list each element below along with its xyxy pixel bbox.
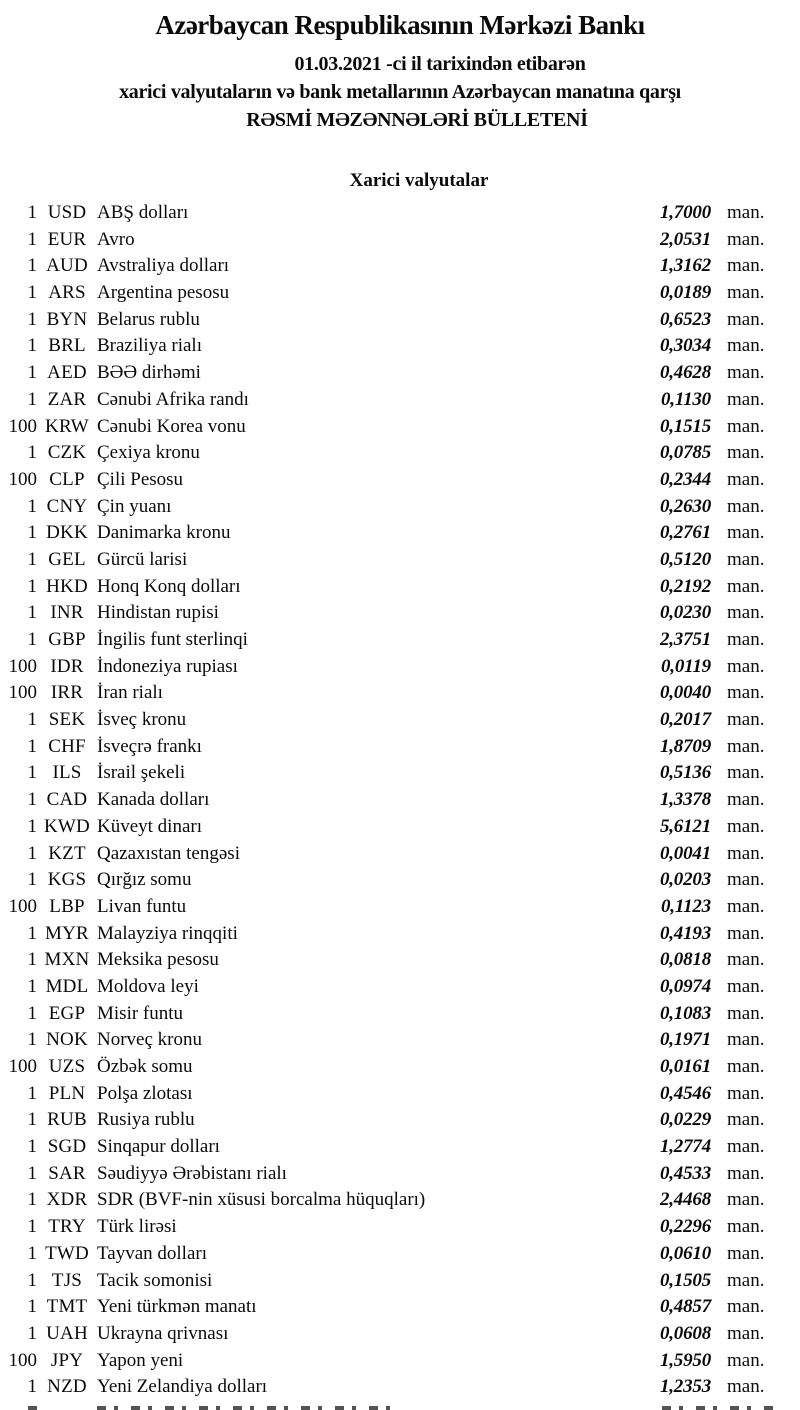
rate-row — [0, 253, 773, 280]
rate-value: 0,0785 — [659, 442, 711, 464]
nominal-quantity: 1 — [27, 1242, 37, 1264]
currency-code: AUD — [46, 255, 88, 277]
currency-name: Belarus rublu — [97, 308, 200, 330]
nominal-quantity: 1 — [27, 228, 37, 250]
nominal-quantity: 1 — [27, 388, 37, 410]
currency-unit-label: man. — [727, 1349, 765, 1371]
rate-row — [0, 947, 773, 974]
currency-code: NOK — [46, 1029, 88, 1051]
currency-unit-label: man. — [727, 442, 765, 464]
currency-code: SEK — [48, 709, 86, 731]
currency-name: Küveyt dinarı — [97, 815, 203, 837]
currency-code: GBP — [48, 629, 86, 650]
currency-code: EUR — [47, 228, 87, 250]
nominal-quantity: 100 — [8, 655, 37, 677]
effective-date-line: 01.03.2021 -ci il tarixindən etibarən — [294, 53, 586, 75]
rate-value: 0,2296 — [659, 1216, 711, 1238]
currency-name: Meksika pesosu — [97, 949, 219, 971]
rate-value: 0,1971 — [659, 1029, 711, 1051]
currency-code: IDR — [50, 655, 84, 677]
rate-value: 5,6121 — [659, 815, 711, 837]
section-title-foreign-currencies: Xarici valyutalar — [349, 170, 489, 191]
nominal-quantity: 100 — [8, 1056, 37, 1077]
rate-value: 0,3034 — [659, 335, 711, 357]
nominal-quantity: 1 — [27, 1109, 37, 1131]
rate-value: 0,0203 — [659, 869, 711, 891]
currency-name: Yeni Zelandiya dolları — [97, 1376, 268, 1398]
rate-row — [0, 1374, 773, 1401]
rate-row — [0, 1027, 773, 1054]
currency-code: INR — [50, 602, 84, 624]
currency-name: Braziliya rialı — [97, 335, 202, 357]
currency-name: BƏƏ dirhəmi — [97, 362, 201, 384]
currency-name: Çili Pesosu — [97, 468, 184, 490]
nominal-quantity: 1 — [27, 1002, 37, 1024]
currency-code: IRR — [50, 682, 84, 704]
currency-code: SGD — [47, 1136, 87, 1158]
nominal-quantity: 1 — [27, 1216, 37, 1238]
currency-name: İsveçrə frankı — [97, 735, 202, 757]
currency-code: KGS — [47, 869, 87, 891]
currency-unit-label: man. — [727, 629, 765, 650]
currency-unit-label: man. — [727, 655, 765, 677]
rate-row — [0, 520, 773, 547]
nominal-quantity: 1 — [27, 1376, 37, 1398]
rate-value: 0,2761 — [659, 522, 711, 544]
rate-value: 2,4468 — [659, 1189, 711, 1211]
nominal-quantity: 1 — [27, 522, 37, 544]
currency-name: ABŞ dolları — [97, 202, 189, 223]
currency-code: MXN — [44, 949, 90, 971]
currency-code: JPY — [50, 1349, 84, 1371]
nominal-quantity: 1 — [27, 1029, 37, 1051]
rate-value: 0,6523 — [659, 308, 711, 330]
rate-row — [0, 1134, 773, 1161]
rate-row — [0, 360, 773, 387]
currency-code: BRL — [48, 335, 86, 357]
rate-row — [0, 707, 773, 734]
currency-code: NZD — [47, 1376, 87, 1398]
cutoff-next-row-fragment — [28, 1406, 40, 1410]
currency-code: CAD — [46, 789, 88, 811]
currency-unit-label: man. — [727, 682, 765, 704]
nominal-quantity: 1 — [27, 282, 37, 304]
currency-unit-label: man. — [727, 575, 765, 597]
rate-row — [0, 760, 773, 787]
currency-unit-label: man. — [727, 1189, 765, 1211]
currency-unit-label: man. — [727, 762, 765, 784]
currency-name: Danimarka kronu — [97, 522, 231, 544]
currency-unit-label: man. — [727, 468, 765, 490]
rate-row — [0, 974, 773, 1001]
rate-value: 0,1130 — [660, 388, 711, 410]
rate-row — [0, 414, 773, 441]
currency-unit-label: man. — [727, 1376, 765, 1398]
rate-row — [0, 280, 773, 307]
nominal-quantity: 1 — [27, 308, 37, 330]
rate-value: 0,4533 — [659, 1162, 711, 1184]
nominal-quantity: 100 — [8, 468, 37, 490]
nominal-quantity: 1 — [27, 975, 37, 997]
rate-value: 0,4857 — [659, 1296, 711, 1318]
rate-value: 1,7000 — [659, 202, 711, 223]
currency-name: Cənubi Korea vonu — [97, 415, 246, 437]
rate-row — [0, 1321, 773, 1348]
rate-row — [0, 1054, 773, 1081]
currency-unit-label: man. — [727, 1029, 765, 1051]
currency-code: TRY — [48, 1216, 86, 1238]
rate-value: 0,0040 — [659, 682, 711, 704]
nominal-quantity: 1 — [27, 815, 37, 837]
rate-value: 0,1083 — [659, 1002, 711, 1024]
currency-name: Polşa zlotası — [97, 1082, 193, 1104]
currency-unit-label: man. — [727, 602, 765, 624]
currency-code: HKD — [46, 575, 88, 597]
nominal-quantity: 1 — [27, 922, 37, 944]
rate-row — [0, 734, 773, 761]
currency-code: LBP — [49, 895, 85, 917]
currency-code: KWD — [44, 815, 90, 837]
currency-unit-label: man. — [727, 282, 765, 304]
rate-row — [0, 387, 773, 414]
rate-value: 0,2630 — [659, 495, 711, 517]
currency-unit-label: man. — [727, 388, 765, 410]
currency-unit-label: man. — [727, 1136, 765, 1158]
currency-code: MYR — [45, 922, 89, 944]
currency-name: Malayziya rinqqiti — [97, 922, 238, 944]
currency-unit-label: man. — [727, 1002, 765, 1024]
currency-name: Avro — [97, 228, 135, 250]
rate-row — [0, 867, 773, 894]
currency-code: EGP — [48, 1002, 86, 1024]
nominal-quantity: 1 — [27, 842, 37, 864]
nominal-quantity: 1 — [27, 709, 37, 731]
currency-name: İsrail şekeli — [97, 762, 186, 784]
currency-unit-label: man. — [727, 548, 765, 570]
currency-unit-label: man. — [727, 228, 765, 250]
currency-name: Qazaxıstan tengəsi — [97, 842, 240, 864]
currency-unit-label: man. — [727, 1242, 765, 1264]
rate-value: 0,5136 — [659, 762, 711, 784]
currency-name: Norveç kronu — [97, 1029, 202, 1051]
rate-value: 0,0608 — [659, 1322, 711, 1344]
rate-value: 0,4193 — [659, 922, 711, 944]
bank-title: Azərbaycan Respublikasının Mərkəzi Bankı — [155, 10, 645, 40]
nominal-quantity: 1 — [27, 202, 37, 223]
rate-value: 0,0119 — [660, 655, 711, 677]
rate-row — [0, 787, 773, 814]
rate-row — [0, 1241, 773, 1268]
currency-unit-label: man. — [727, 415, 765, 437]
rate-value: 0,5120 — [659, 548, 711, 570]
rate-row — [0, 1081, 773, 1108]
nominal-quantity: 1 — [27, 602, 37, 624]
currency-unit-label: man. — [727, 1322, 765, 1344]
nominal-quantity: 100 — [8, 682, 37, 704]
rate-row — [0, 654, 773, 681]
cutoff-next-row-fragment — [97, 1406, 397, 1410]
currency-code: KRW — [45, 415, 89, 437]
cutoff-next-row-fragment — [662, 1406, 773, 1410]
currency-code: CLP — [49, 468, 85, 490]
rate-value: 1,2353 — [659, 1376, 711, 1398]
currency-code: CNY — [46, 495, 88, 517]
rate-row — [0, 467, 773, 494]
nominal-quantity: 1 — [27, 1136, 37, 1158]
nominal-quantity: 1 — [27, 548, 37, 570]
currency-unit-label: man. — [727, 362, 765, 384]
rate-row — [0, 894, 773, 921]
currency-name: SDR (BVF-nin xüsusi borcalma hüquqları) — [97, 1189, 426, 1211]
nominal-quantity: 1 — [27, 1082, 37, 1104]
nominal-quantity: 1 — [27, 762, 37, 784]
rate-value: 0,2017 — [659, 709, 711, 731]
rate-value: 1,8709 — [659, 735, 711, 757]
currency-name: Tayvan dolları — [97, 1242, 207, 1264]
currency-name: Kanada dolları — [97, 789, 210, 811]
nominal-quantity: 100 — [8, 415, 37, 437]
rate-row — [0, 307, 773, 334]
currency-code: CZK — [47, 442, 87, 464]
currency-unit-label: man. — [727, 895, 765, 917]
rate-value: 0,0974 — [659, 975, 711, 997]
currency-name: Argentina pesosu — [97, 282, 230, 304]
currency-unit-label: man. — [727, 495, 765, 517]
currency-code: KZT — [48, 842, 86, 864]
rate-row — [0, 600, 773, 627]
nominal-quantity: 1 — [27, 949, 37, 971]
bulletin-page — [0, 8, 800, 1410]
nominal-quantity: 1 — [27, 789, 37, 811]
nominal-quantity: 1 — [27, 1162, 37, 1184]
rate-row — [0, 841, 773, 868]
nominal-quantity: 1 — [27, 362, 37, 384]
rate-row — [0, 574, 773, 601]
nominal-quantity: 1 — [27, 255, 37, 277]
currency-unit-label: man. — [727, 735, 765, 757]
rate-value: 1,3378 — [659, 789, 711, 811]
nominal-quantity: 1 — [27, 335, 37, 357]
currency-unit-label: man. — [727, 522, 765, 544]
nominal-quantity: 1 — [27, 1269, 37, 1291]
rate-value: 0,0189 — [659, 282, 711, 304]
rate-row — [0, 1187, 773, 1214]
exchange-rates-table — [0, 200, 800, 1401]
currency-code: CHF — [48, 735, 86, 757]
rate-value: 1,2774 — [659, 1136, 711, 1158]
currency-unit-label: man. — [727, 789, 765, 811]
rate-row — [0, 1161, 773, 1188]
rate-row — [0, 680, 773, 707]
currency-code: DKK — [46, 522, 88, 544]
currency-name: Ukrayna qrivnası — [97, 1322, 229, 1344]
currency-code: TWD — [45, 1242, 89, 1264]
rate-row — [0, 627, 773, 654]
rate-row — [0, 1107, 773, 1134]
nominal-quantity: 1 — [27, 869, 37, 891]
rate-value: 0,0041 — [659, 842, 711, 864]
rate-row — [0, 494, 773, 521]
rate-value: 0,1123 — [660, 895, 711, 917]
currency-unit-label: man. — [727, 308, 765, 330]
currency-name: Özbək somu — [97, 1056, 193, 1077]
currency-name: Qırğız somu — [97, 869, 192, 891]
currency-code: XDR — [46, 1189, 88, 1211]
currency-code: TMT — [46, 1296, 88, 1318]
nominal-quantity: 1 — [27, 1296, 37, 1318]
currency-code: PLN — [48, 1082, 86, 1104]
currency-name: Misir funtu — [97, 1002, 184, 1024]
currency-name: Cənubi Afrika randı — [97, 388, 249, 410]
rate-value: 1,3162 — [659, 255, 711, 277]
currency-code: TJS — [51, 1269, 83, 1291]
currency-code: UZS — [48, 1056, 86, 1077]
currency-unit-label: man. — [727, 1082, 765, 1104]
bulletin-title-line: RƏSMİ MƏZƏNNƏLƏRİ BÜLLETENİ — [246, 109, 588, 131]
rate-row — [0, 1294, 773, 1321]
rate-row — [0, 1214, 773, 1241]
currency-name: Honq Konq dolları — [97, 575, 241, 597]
rate-value: 0,0610 — [659, 1242, 711, 1264]
currency-name: Türk lirəsi — [97, 1216, 177, 1238]
currency-unit-label: man. — [727, 842, 765, 864]
nominal-quantity: 100 — [8, 1349, 37, 1371]
nominal-quantity: 100 — [8, 895, 37, 917]
currency-code: AED — [47, 362, 87, 384]
nominal-quantity: 1 — [27, 1189, 37, 1211]
currency-unit-label: man. — [727, 1269, 765, 1291]
currency-name: İndoneziya rupiası — [97, 655, 238, 677]
subject-line: xarici valyutaların və bank metallarının Azərbaycan manatına qarşı — [119, 81, 681, 103]
currency-code: USD — [47, 202, 87, 223]
currency-unit-label: man. — [727, 815, 765, 837]
currency-unit-label: man. — [727, 335, 765, 357]
currency-name: Avstraliya dolları — [97, 255, 230, 277]
rate-value: 0,1515 — [659, 415, 711, 437]
currency-name: İsveç kronu — [97, 709, 187, 731]
rate-row — [0, 814, 773, 841]
currency-name: Yeni türkmən manatı — [97, 1296, 257, 1318]
rate-row — [0, 547, 773, 574]
nominal-quantity: 1 — [27, 629, 37, 650]
rate-value: 2,3751 — [659, 629, 711, 650]
currency-code: BYN — [46, 308, 88, 330]
currency-name: Tacik somonisi — [97, 1269, 213, 1291]
rate-value: 2,0531 — [659, 228, 711, 250]
currency-unit-label: man. — [727, 949, 765, 971]
nominal-quantity: 1 — [27, 1322, 37, 1344]
rate-value: 0,4546 — [659, 1082, 711, 1104]
currency-code: MDL — [45, 975, 89, 997]
rate-value: 1,5950 — [659, 1349, 711, 1371]
currency-code: ILS — [52, 762, 82, 784]
currency-name: Rusiya rublu — [97, 1109, 195, 1131]
currency-name: Səudiyyə Ərəbistanı rialı — [97, 1162, 287, 1184]
rate-value: 0,0818 — [659, 949, 711, 971]
rate-row — [0, 1268, 773, 1295]
rate-value: 0,0230 — [659, 602, 711, 624]
currency-code: SAR — [48, 1162, 86, 1184]
currency-unit-label: man. — [727, 922, 765, 944]
currency-name: Sinqapur dolları — [97, 1136, 220, 1158]
rate-row — [0, 440, 773, 467]
nominal-quantity: 1 — [27, 442, 37, 464]
rate-value: 0,2192 — [659, 575, 711, 597]
currency-unit-label: man. — [727, 1296, 765, 1318]
currency-unit-label: man. — [727, 1109, 765, 1131]
currency-name: Hindistan rupisi — [97, 602, 219, 624]
rate-row — [0, 1348, 773, 1375]
currency-name: Gürcü larisi — [97, 548, 188, 570]
currency-code: RUB — [47, 1109, 87, 1131]
currency-unit-label: man. — [727, 869, 765, 891]
currency-code: ZAR — [47, 388, 87, 410]
rate-row — [0, 200, 773, 227]
nominal-quantity: 1 — [27, 575, 37, 597]
currency-unit-label: man. — [727, 1216, 765, 1238]
currency-name: Çin yuanı — [97, 495, 172, 517]
currency-name: Moldova leyi — [97, 975, 199, 997]
currency-name: Livan funtu — [97, 895, 187, 917]
rate-value: 0,2344 — [659, 468, 711, 490]
nominal-quantity: 1 — [27, 495, 37, 517]
rate-value: 0,0229 — [659, 1109, 711, 1131]
rate-value: 0,0161 — [659, 1056, 711, 1077]
currency-name: İngilis funt sterlinqi — [97, 629, 248, 650]
rate-row — [0, 921, 773, 948]
currency-name: Çexiya kronu — [97, 442, 200, 464]
rate-row — [0, 227, 773, 254]
rate-row — [0, 1001, 773, 1028]
currency-unit-label: man. — [727, 709, 765, 731]
currency-unit-label: man. — [727, 255, 765, 277]
currency-name: Yapon yeni — [97, 1349, 184, 1371]
currency-unit-label: man. — [727, 1056, 765, 1077]
currency-code: GEL — [48, 548, 86, 570]
currency-unit-label: man. — [727, 975, 765, 997]
rate-row — [0, 333, 773, 360]
rate-value: 0,4628 — [659, 362, 711, 384]
currency-code: ARS — [48, 282, 86, 304]
currency-unit-label: man. — [727, 1162, 765, 1184]
nominal-quantity: 1 — [27, 735, 37, 757]
rate-value: 0,1505 — [659, 1269, 711, 1291]
currency-name: İran rialı — [97, 682, 163, 704]
currency-unit-label: man. — [727, 202, 765, 223]
currency-code: UAH — [46, 1322, 88, 1344]
